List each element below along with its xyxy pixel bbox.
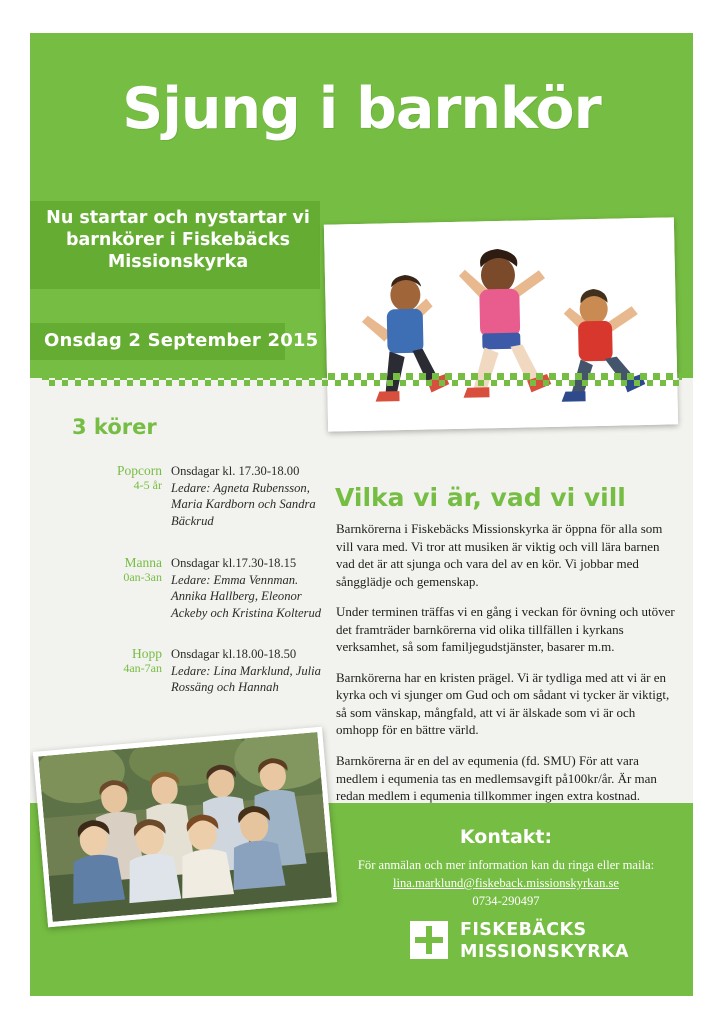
contact-email[interactable]: lina.marklund@fiskeback.missionskyrkan.se bbox=[393, 876, 619, 890]
choir-time: Onsdagar kl.17.30-18.15 bbox=[171, 556, 297, 570]
about-heading: Vilka vi är, vad vi vill bbox=[335, 483, 626, 512]
logo-line-1: FISKEBÄCKS bbox=[460, 920, 587, 940]
subtitle: Nu startar och nystartar vi barnkörer i Fiskebäcks Missionskyrka bbox=[46, 208, 310, 272]
checker-cell bbox=[679, 380, 682, 387]
choir-name-label: Hopp bbox=[132, 646, 162, 661]
about-paragraph: Barnkörerna är en del av equmenia (fd. SMU) För att vara medlem i equmenia tas en medlemsavgift på100kr/år. Är man redan medlem i equmenia tillkommer ingen extra kostnad. bbox=[336, 753, 657, 804]
choir-time: Onsdagar kl.18.00-18.50 bbox=[171, 647, 297, 661]
kids-illustration-svg bbox=[330, 223, 672, 425]
about-paragraph: Barnkörerna har en kristen prägel. Vi är tydliga med att vi är en kyrka och vi sjunger om Gud och om sådant vi tycker är viktigt, så som vänskap, mångfald, att vi är älskade som vi är och omhopp för en bättre värld. bbox=[336, 669, 670, 738]
contact-instruction: För anmälan och mer information kan du ringa eller maila: bbox=[357, 858, 655, 872]
poster-inner bbox=[30, 33, 693, 996]
choir-age-label: 4-5 år bbox=[133, 477, 162, 492]
about-text bbox=[336, 520, 676, 818]
contact-heading: Kontakt: bbox=[459, 826, 553, 848]
logo-line-2: MISSIONSKYRKA bbox=[460, 942, 629, 963]
choir-name bbox=[72, 463, 162, 492]
choir-leaders: Ledare: Emma Vennman. Annika Hallberg, Eleonor Ackeby och Kristina Kolterud bbox=[171, 572, 322, 621]
choir-leaders-group-photo bbox=[33, 727, 337, 928]
children-dancing-illustration bbox=[324, 217, 678, 431]
choir-name bbox=[72, 646, 162, 675]
choir-time: Onsdagar kl. 17.30-18.00 bbox=[171, 464, 300, 478]
choir-age-label: 0an-3an bbox=[123, 569, 162, 584]
choirs-heading: 3 körer bbox=[72, 415, 157, 439]
checkered-divider bbox=[42, 373, 682, 386]
choir-details bbox=[171, 463, 331, 530]
choir-leaders: Ledare: Agneta Rubensson, Maria Kardborn och Sandra Bäckrud bbox=[171, 480, 316, 529]
choir-age-label: 4an-7an bbox=[123, 660, 162, 675]
leaders-photo-svg bbox=[38, 732, 331, 922]
choir-details bbox=[171, 555, 331, 622]
contact-phone: 0734-290497 bbox=[472, 894, 540, 908]
choir-name-label: Popcorn bbox=[117, 463, 162, 478]
choir-details bbox=[171, 646, 331, 696]
cross-icon bbox=[410, 921, 448, 959]
page-title: Sjung i barnkör bbox=[122, 76, 601, 142]
logo-text bbox=[460, 919, 629, 964]
church-logo bbox=[410, 919, 629, 965]
choir-leaders: Ledare: Lina Marklund, Julia Rossäng och Hannah bbox=[171, 663, 321, 695]
choir-name-label: Manna bbox=[124, 555, 162, 570]
about-paragraph: Barnkörerna i Fiskebäcks Missionskyrka är öppna för alla som vill vara med. Vi tror att musiken är viktig och vill lära barnen vad det är att sjunga och vara del av en kör. Vi jobbar med sångglädje och gemenskap. bbox=[336, 521, 663, 589]
event-date: Onsdag 2 September 2015 bbox=[44, 330, 319, 351]
choir-name bbox=[72, 555, 162, 584]
about-paragraph: Under terminen träffas vi en gång i veckan för övning och utöver det framträder barnkörerna vid olika tillfällen i kyrkans verksamhet, så som familjegudstjänster, basarer m.m. bbox=[336, 604, 675, 655]
